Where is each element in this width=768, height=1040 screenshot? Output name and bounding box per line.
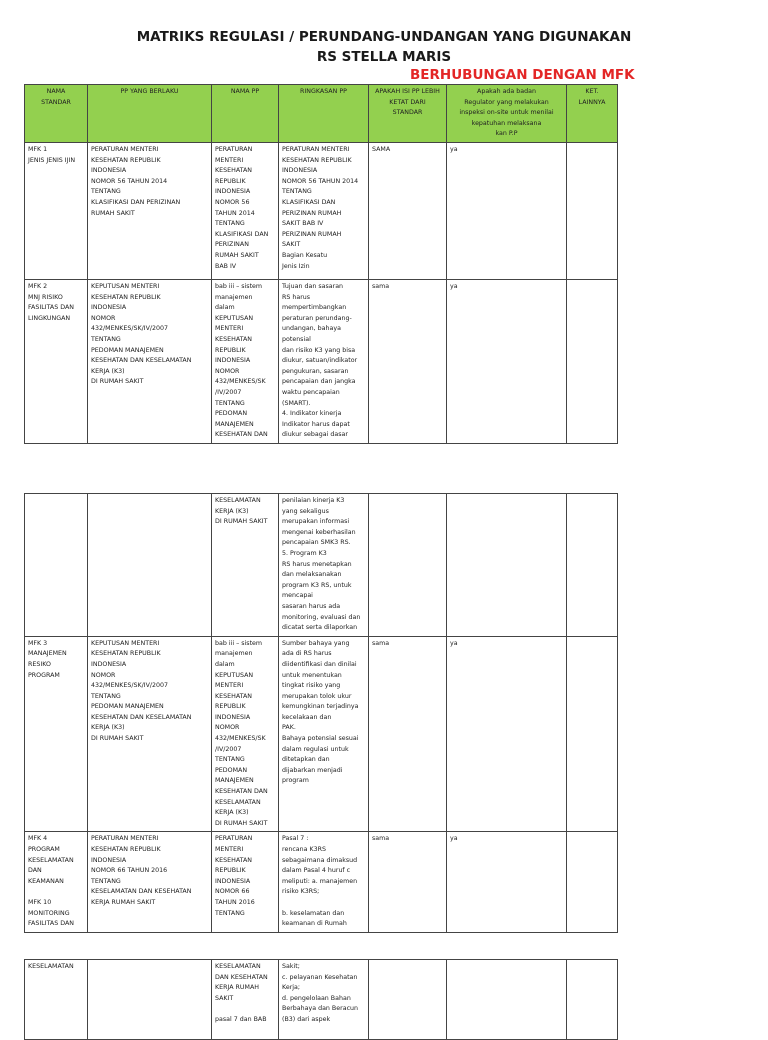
table-row [25,494,618,637]
table-cell [567,494,618,637]
table-cell: bab iii – sistem manajemen dalam KEPUTUSAN MENTERI KESEHATAN REPUBLIK INDONESIA NOMOR 432/MENKES/SK /IV/2007 TENTANG PEDOMAN MANAJEMEN KESEHATAN DAN KESELAMATAN KERJA (K3) DI RUMAH SAKIT [212,636,279,832]
table-cell: sama [369,280,447,444]
table-row [25,280,618,444]
header-cell-standard: NAMA STANDAR [25,85,88,143]
table-row [25,143,618,280]
table-cell: MFK 3 MANAJEMEN RESIKO PROGRAM [25,636,88,832]
regulation-matrix-page-2 [24,493,618,933]
table-cell: Sakit; c. pelayanan Kesehatan Kerja; d. pengelolaan Bahan Berbahaya dan Beracun (B3) dari aspek [279,960,369,1040]
table-header-row [25,85,618,143]
header-cell-stricter: APAKAH ISI PP LEBIH KETAT DARI STANDAR [369,85,447,143]
table-cell [567,143,618,280]
table-cell: ya [447,280,567,444]
document-subtitle: BERHUBUNGAN DENGAN MFK [410,67,635,83]
table-cell: ya [447,636,567,832]
header-cell-notes: KET. LAINNYA [567,85,618,143]
table-cell: sama [369,636,447,832]
table-cell: Sumber bahaya yang ada di RS harus diidentifikasi dan dinilai untuk menentukan tingkat risiko yang merupakan tolok ukur kemungkinan terjadinya kecelakaan dan PAK. Bahaya potensial sesuai dalam regulasi untuk ditetapkan dan dijabarkan menjadi program [279,636,369,832]
table-cell [88,494,212,637]
table-cell: MFK 4 PROGRAM KESELAMATAN DAN KEAMANAN MFK 10 MONITORING FASILITAS DAN [25,832,88,932]
document-title: MATRIKS REGULASI / PERUNDANG-UNDANGAN YANG DIGUNAKAN [136,29,632,45]
table-cell: KESELAMATAN DAN KESEHATAN KERJA RUMAH SAKIT pasal 7 dan BAB [212,960,279,1040]
table-cell: KESELAMATAN KERJA (K3) DI RUMAH SAKIT [212,494,279,637]
table-cell: ya [447,832,567,932]
table-cell: PERATURAN MENTERI KESEHATAN REPUBLIK INDONESIA NOMOR 56 TAHUN 2014 TENTANG KLASIFIKASI DAN PERIZINAN RUMAH SAKIT BAB IV [212,143,279,280]
table-cell [25,494,88,637]
table-cell: MFK 2 MNJ RISIKO FASILITAS DAN LINGKUNGAN [25,280,88,444]
table-row [25,960,618,1040]
table-cell: sama [369,832,447,932]
table-cell [447,494,567,637]
table-row [25,832,618,932]
regulation-matrix-page-3 [24,959,618,1040]
table-cell: Tujuan dan sasaran RS harus mempertimbangkan peraturan perundang- undangan, bahaya potensial dan risiko K3 yang bisa diukur, satuan/indikator pengukuran, sasaran pencapaian dan jangka waktu pencapaian (SMART). 4. Indikator kinerja Indikator harus dapat diukur sebagai dasar [279,280,369,444]
table-cell: KESELAMATAN [25,960,88,1040]
table-cell: PERATURAN MENTERI KESEHATAN REPUBLIK INDONESIA NOMOR 66 TAHUN 2016 TENTANG KESELAMATAN DAN KESEHATAN KERJA RUMAH SAKIT [88,832,212,932]
table-row [25,636,618,832]
table-cell: KEPUTUSAN MENTERI KESEHATAN REPUBLIK INDONESIA NOMOR 432/MENKES/SK/IV/2007 TENTANG PEDOMAN MANAJEMEN KESEHATAN DAN KESELAMATAN KERJA (K3) DI RUMAH SAKIT [88,636,212,832]
table-cell: penilaian kinerja K3 yang sekaligus merupakan informasi mengenai keberhasilan pencapaian SMK3 RS. 5. Program K3 RS harus menetapkan dan melaksanakan program K3 RS, untuk mencapai sasaran harus ada monitoring, evaluasi dan dicatat serta dilaporkan [279,494,369,637]
table-cell [369,494,447,637]
hospital-name: RS STELLA MARIS [316,49,452,65]
table-cell [567,636,618,832]
table-cell: PERATURAN MENTERI KESEHATAN REPUBLIK INDONESIA NOMOR 56 TAHUN 2014 TENTANG KLASIFIKASI DAN PERIZINAN RUMAH SAKIT BAB IV PERIZINAN RUMAH SAKIT Bagian Kesatu Jenis Izin [279,143,369,280]
table-cell: Pasal 7 : rencana K3RS sebagaimana dimaksud dalam Pasal 4 huruf c meliputi: a. manajemen risiko K3RS; b. keselamatan dan keamanan di Rumah [279,832,369,932]
table-cell: MFK 1 JENIS JENIS IJIN [25,143,88,280]
table-cell: KEPUTUSAN MENTERI KESEHATAN REPUBLIK INDONESIA NOMOR 432/MENKES/SK/IV/2007 TENTANG PEDOMAN MANAJEMEN KESEHATAN DAN KESELAMATAN KERJA (K3) DI RUMAH SAKIT [88,280,212,444]
header-cell-regulation: PP YANG BERLAKU [88,85,212,143]
header-cell-summary: RINGKASAN PP [279,85,369,143]
table-cell: ya [447,143,567,280]
table-cell [567,960,618,1040]
table-cell: PERATURAN MENTERI KESEHATAN REPUBLIK INDONESIA NOMOR 66 TAHUN 2016 TENTANG [212,832,279,932]
table-cell [447,960,567,1040]
header-cell-inspection: Apakah ada badan Regulator yang melakukan inspeksi on-site untuk menilai kepatuhan melaksana kan P.P [447,85,567,143]
table-cell [567,280,618,444]
table-cell: SAMA [369,143,447,280]
regulation-matrix-page-1 [24,84,618,444]
table-cell: PERATURAN MENTERI KESEHATAN REPUBLIK INDONESIA NOMOR 56 TAHUN 2014 TENTANG KLASIFIKASI DAN PERIZINAN RUMAH SAKIT [88,143,212,280]
header-cell-regulation-name: NAMA PP [212,85,279,143]
table-cell: bab iii – sistem manajemen dalam KEPUTUSAN MENTERI KESEHATAN REPUBLIK INDONESIA NOMOR 432/MENKES/SK /IV/2007 TENTANG PEDOMAN MANAJEMEN KESEHATAN DAN [212,280,279,444]
table-cell [88,960,212,1040]
table-cell [369,960,447,1040]
table-cell [567,832,618,932]
